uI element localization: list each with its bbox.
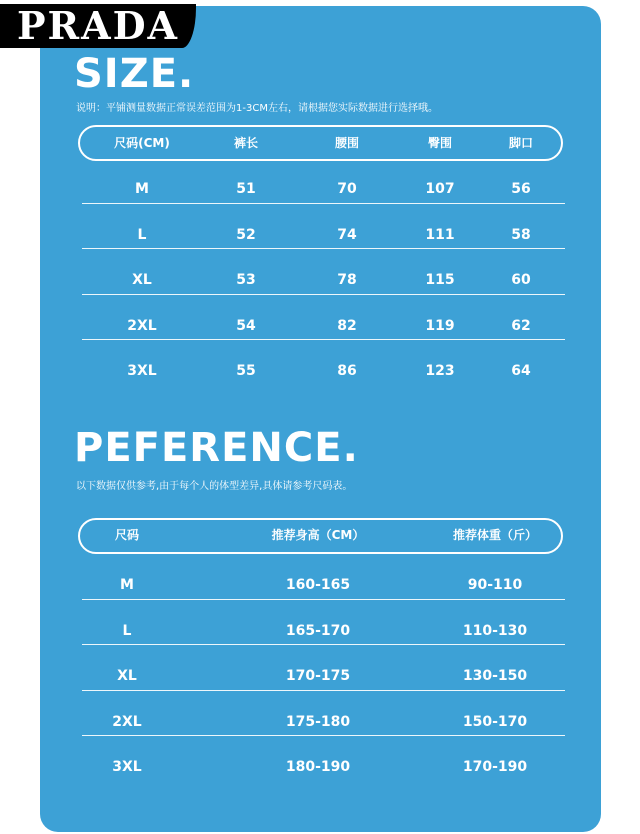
size-table-cell: XL (132, 272, 152, 288)
size-table-cell: 111 (425, 226, 455, 243)
pref-table-cell: L (122, 622, 132, 639)
pref-table-cell: 90-110 (467, 577, 523, 593)
size-table-cell: 52 (236, 226, 256, 243)
size-table-cell: 60 (511, 272, 531, 288)
size-title: SIZE. (74, 51, 195, 97)
size-table-cell: 123 (425, 363, 455, 379)
preference-note: 以下数据仅供参考,由于每个人的体型差异,具体请参考尺码表。 (76, 481, 353, 492)
brand-logo-text: PRADA (16, 3, 180, 48)
pref-header-cell: 推荐体重（斤） (452, 528, 538, 542)
size-table-cell: 2XL (127, 317, 157, 334)
size-table-cell: 82 (337, 317, 357, 334)
size-row-divider (82, 294, 565, 295)
pref-row-divider (82, 690, 565, 691)
pref-table-cell: XL (117, 668, 137, 684)
size-table-cell: 78 (337, 272, 357, 288)
pref-row-divider (82, 735, 565, 736)
size-table-cell: 58 (511, 226, 531, 243)
size-table-cell: 56 (511, 181, 531, 197)
pref-table-cell: 170-175 (285, 668, 351, 684)
size-table-cell: 70 (337, 181, 357, 197)
pref-table-cell: 130-150 (462, 668, 528, 684)
size-table-cell: 62 (511, 317, 531, 334)
size-table-cell: 54 (236, 317, 256, 334)
pref-row-divider (82, 599, 565, 600)
size-table-cell: 119 (425, 317, 455, 334)
pref-table-cell: 165-170 (285, 622, 351, 639)
pref-table-cell: 150-170 (462, 713, 528, 730)
size-table-cell: 51 (236, 181, 256, 197)
pref-table-cell: 170-190 (462, 759, 528, 775)
preference-title: PEFERENCE. (74, 425, 359, 471)
size-table-cell: 107 (425, 181, 455, 197)
pref-table-cell: 180-190 (285, 759, 351, 775)
size-row-divider (82, 339, 565, 340)
size-table-cell: 115 (425, 272, 455, 288)
size-table-cell: L (137, 226, 147, 243)
pref-header-cell: 推荐身高（CM） (271, 528, 365, 542)
size-row-divider (82, 248, 565, 249)
size-table-cell: M (135, 181, 149, 197)
size-table-cell: 3XL (127, 363, 157, 379)
pref-table-cell: 160-165 (285, 577, 351, 593)
size-header-cell: 裤长 (233, 136, 259, 150)
pref-row-divider (82, 644, 565, 645)
size-note: 说明：平铺测量数据正常误差范围为1-3CM左右，请根据您实际数据进行选择哦。 (76, 103, 438, 114)
pref-table-cell: 2XL (112, 713, 142, 730)
size-header-cell: 腰围 (334, 136, 360, 150)
size-table-cell: 86 (337, 363, 357, 379)
pref-table-cell: M (120, 577, 134, 593)
pref-table-cell: 175-180 (285, 713, 351, 730)
size-table-cell: 74 (337, 226, 357, 243)
size-header-cell: 尺码(CM) (114, 136, 170, 150)
size-header-cell: 臀围 (427, 136, 453, 150)
pref-table-cell: 3XL (112, 759, 142, 775)
size-table-cell: 55 (236, 363, 256, 379)
size-table-cell: 64 (511, 363, 531, 379)
size-table-cell: 53 (236, 272, 256, 288)
size-header-cell: 脚口 (508, 136, 534, 150)
pref-header-cell: 尺码 (114, 528, 140, 542)
brand-logo (0, 4, 196, 48)
size-row-divider (82, 203, 565, 204)
pref-table-cell: 110-130 (462, 622, 528, 639)
